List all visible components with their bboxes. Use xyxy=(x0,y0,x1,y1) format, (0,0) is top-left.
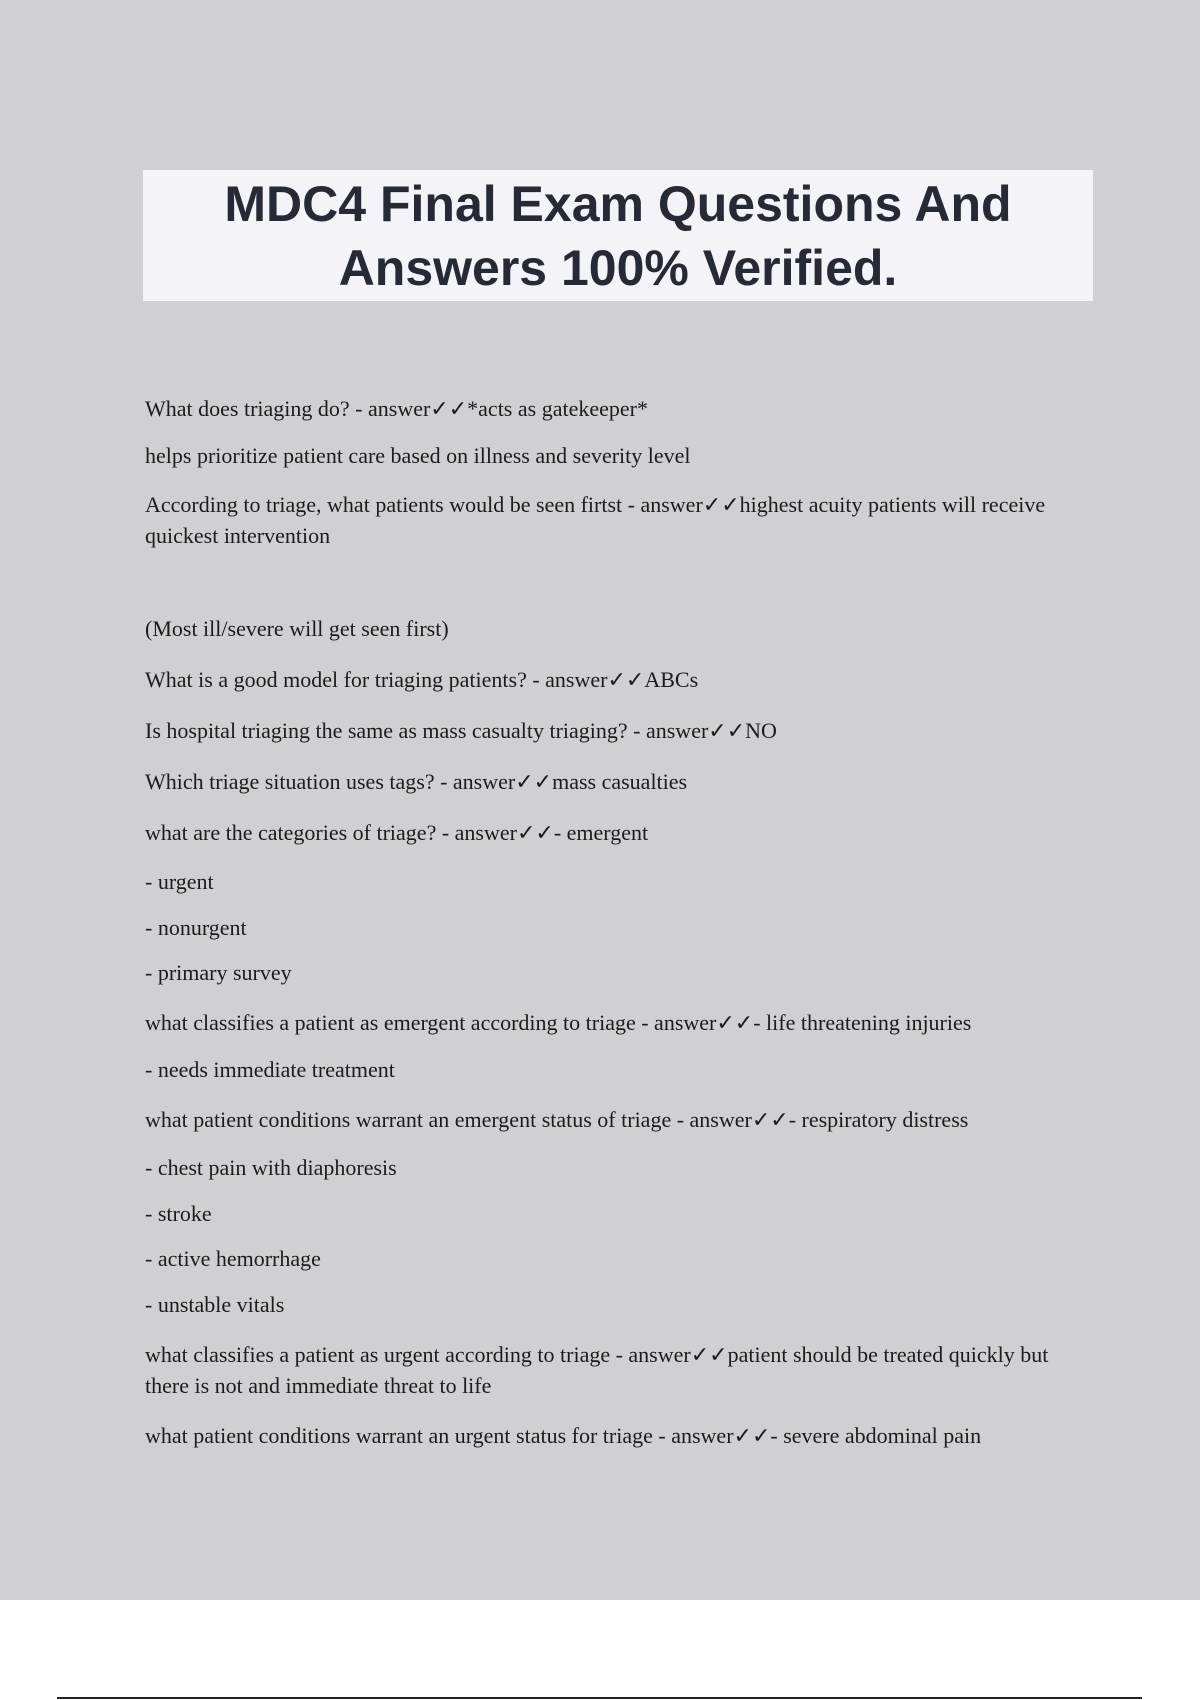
qa-paragraph: what patient conditions warrant an emergent status of triage - answer✓✓- respiratory distress xyxy=(145,1107,969,1132)
list-item: - unstable vitals xyxy=(145,1292,285,1317)
list-item: - active hemorrhage xyxy=(145,1246,321,1271)
qa-paragraph: What is a good model for triaging patients? - answer✓✓ABCs xyxy=(145,667,699,692)
list-item: - needs immediate treatment xyxy=(145,1057,395,1082)
qa-paragraph: Is hospital triaging the same as mass casualty triaging? - answer✓✓NO xyxy=(145,718,777,743)
qa-paragraph: what are the categories of triage? - answer✓✓- emergent xyxy=(145,820,649,845)
list-item: - primary survey xyxy=(145,960,292,985)
qa-content xyxy=(145,393,1075,1451)
title-line-1: MDC4 Final Exam Questions And xyxy=(224,175,1012,232)
qa-paragraph: According to triage, what patients would be seen firtst - answer✓✓highest acuity patients will receive quickest intervention xyxy=(145,492,1046,548)
qa-paragraph: (Most ill/severe will get seen first) xyxy=(145,616,449,641)
qa-paragraph: What does triaging do? - answer✓✓*acts as gatekeeper* xyxy=(145,396,648,421)
qa-paragraph: what classifies a patient as emergent according to triage - answer✓✓- life threatening injuries xyxy=(145,1010,972,1035)
title-banner xyxy=(143,170,1093,301)
bottom-divider xyxy=(57,1697,1142,1699)
qa-paragraph: Which triage situation uses tags? - answer✓✓mass casualties xyxy=(145,769,688,794)
list-item: - urgent xyxy=(145,869,214,894)
qa-paragraph: what classifies a patient as urgent according to triage - answer✓✓patient should be treated quickly but there is not and immediate threat to life xyxy=(145,1342,1049,1398)
title-line-2: Answers 100% Verified. xyxy=(338,239,898,296)
list-item: - chest pain with diaphoresis xyxy=(145,1155,397,1180)
qa-paragraph: helps prioritize patient care based on illness and severity level xyxy=(145,443,691,468)
list-item: - nonurgent xyxy=(145,915,247,940)
qa-paragraph: what patient conditions warrant an urgent status for triage - answer✓✓- severe abdominal pain xyxy=(145,1423,982,1448)
list-item: - stroke xyxy=(145,1201,212,1226)
